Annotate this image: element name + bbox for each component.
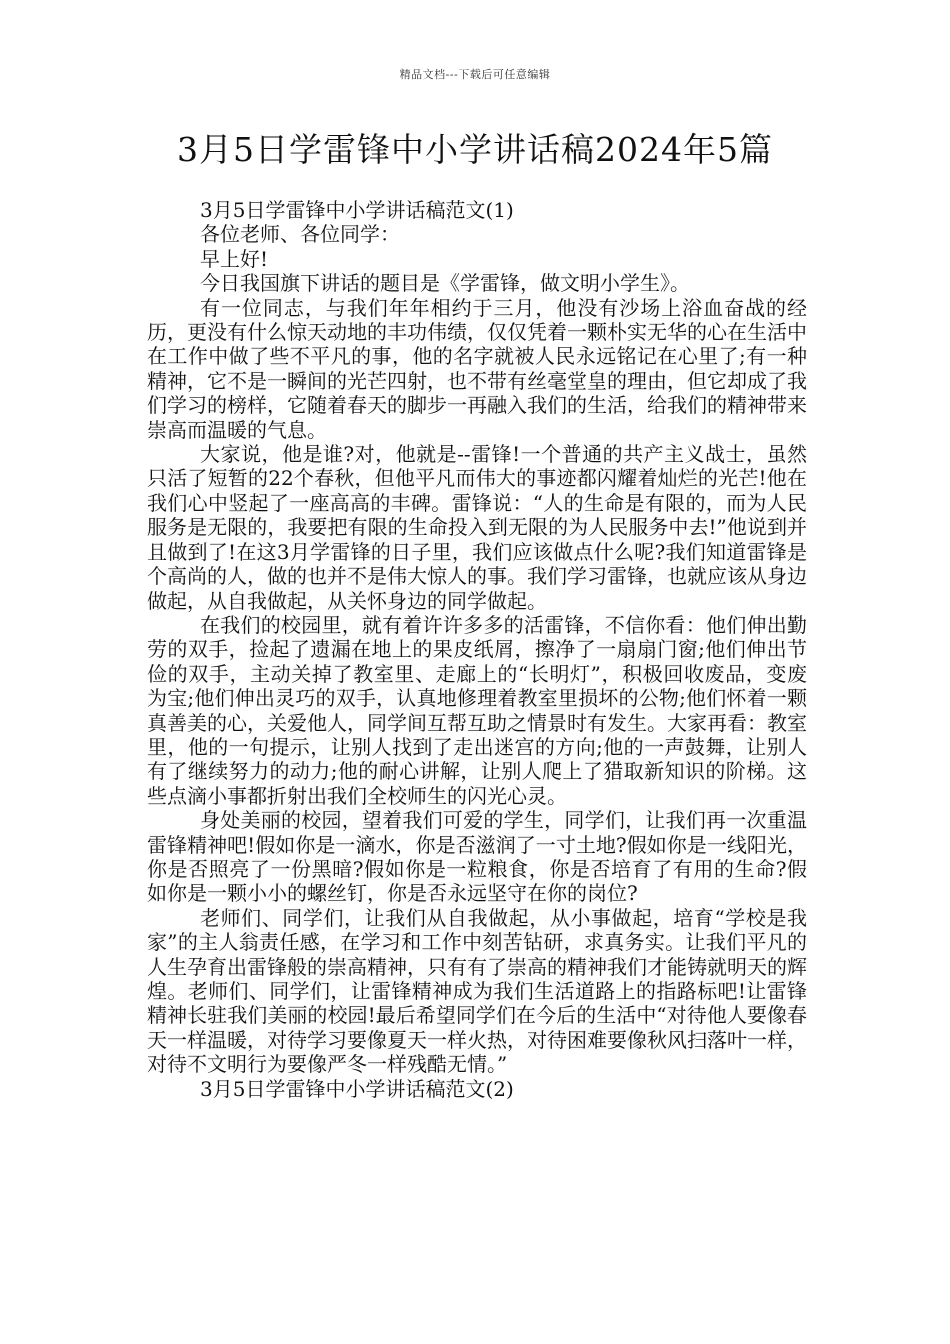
greeting: 早上好! — [200, 246, 269, 271]
document-title: 3月5日学雷锋中小学讲话稿2024年5篇 — [177, 130, 773, 169]
salutation: 各位老师、各位同学： — [200, 222, 400, 247]
document-body — [147, 198, 807, 1101]
section-heading: 3月5日学雷锋中小学讲话稿范文(2) — [200, 1076, 514, 1101]
speech-topic: 今日我国旗下讲话的题目是《学雷锋，做文明小学生》。 — [200, 271, 690, 296]
body-paragraph: 身处美丽的校园，望着我们可爱的学生，同学们，让我们再一次重温雷锋精神吧!假如你是一滴水，你是否滋润了一寸土地?假如你是一线阳光，你是否照亮了一份黑暗?假如你是一粒粮食，你是否培育了有用的生命?假如你是一颗小小的螺丝钉，你是否永远坚守在你的岗位? — [147, 808, 807, 906]
header-note: 精品文档---下载后可任意编辑 — [399, 68, 551, 81]
body-paragraph: 在我们的校园里，就有着许许多多的活雷锋，不信你看：他们伸出勤劳的双手，捡起了遗漏在地上的果皮纸屑，擦净了一扇扇门窗;他们伸出节俭的双手，主动关掉了教室里、走廊上的“长明灯”，积极回收废品，变废为宝;他们伸出灵巧的双手，认真地修理着教室里损坏的公物;他们怀着一颗真善美的心，关爱他人，同学间互帮互助之情景时有发生。大家再看：教室里，他的一句提示，让别人找到了走出迷宫的方向;他的一声鼓舞，让别人有了继续努力的动力;他的耐心讲解，让别人爬上了猎取新知识的阶梯。这些点滴小事都折射出我们全校师生的闪光心灵。 — [147, 612, 807, 808]
body-paragraph: 有一位同志，与我们年年相约于三月，他没有沙场上浴血奋战的经历，更没有什么惊天动地的丰功伟绩，仅仅凭着一颗朴实无华的心在生活中在工作中做了些不平凡的事，他的名字就被人民永远铭记在心里了;有一种精神，它不是一瞬间的光芒四射，也不带有丝毫堂皇的理由，但它却成了我们学习的榜样，它随着春天的脚步一再融入我们的生活，给我们的精神带来崇高而温暖的气息。 — [147, 295, 807, 442]
body-paragraph: 老师们、同学们，让我们从自我做起，从小事做起，培育“学校是我家”的主人翁责任感，在学习和工作中刻苦钻研，求真务实。让我们平凡的人生孕育出雷锋般的崇高精神，只有有了崇高的精神我们才能铸就明天的辉煌。老师们、同学们，让雷锋精神成为我们生活道路上的指路标吧!让雷锋精神长驻我们美丽的校园!最后希望同学们在今后的生活中“对待他人要像春天一样温暖，对待学习要像夏天一样火热，对待困难要像秋风扫落叶一样，对待不文明行为要像严冬一样残酷无情。” — [147, 905, 807, 1077]
body-paragraph: 大家说，他是谁?对，他就是--雷锋!一个普通的共产主义战士，虽然只活了短暂的22个春秋，但他平凡而伟大的事迹都闪耀着灿烂的光芒!他在我们心中竖起了一座高高的丰碑。雷锋说：“人的生命是有限的，而为人民服务是无限的，我要把有限的生命投入到无限的为人民服务中去!”他说到并且做到了!在这3月学雷锋的日子里，我们应该做点什么呢?我们知道雷锋是个高尚的人，做的也并不是伟大惊人的事。我们学习雷锋，也就应该从身边做起，从自我做起，从关怀身边的同学做起。 — [147, 442, 807, 613]
section-heading: 3月5日学雷锋中小学讲话稿范文(1) — [200, 198, 514, 222]
